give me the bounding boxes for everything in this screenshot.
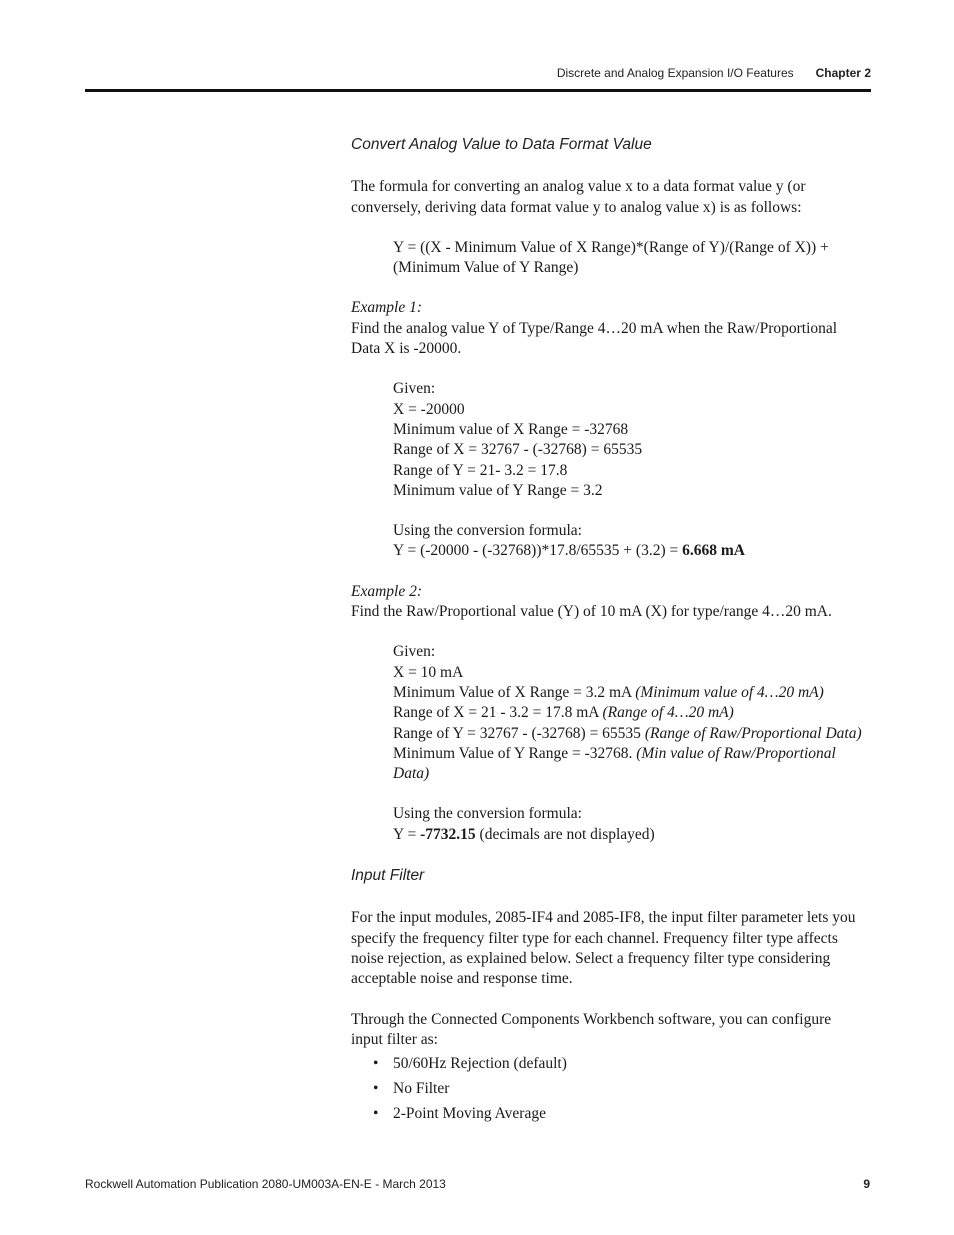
convert-intro: The formula for converting an analog value x to a data format value y (or conversely, deriving data format value y to analog value x) is as follows:: [351, 178, 806, 216]
example2-x: X = 10 mA: [393, 663, 464, 681]
example1-given-block: [351, 379, 866, 561]
section-heading-convert: Convert Analog Value to Data Format Value: [351, 136, 652, 153]
example2-result-suffix: (decimals are not displayed): [475, 825, 655, 843]
example1-using: Using the conversion formula:: [393, 522, 582, 540]
example2-range-x: [393, 703, 866, 723]
example2-description: Find the Raw/Proportional value (Y) of 10 mA (X) for type/range 4…20 mA.: [351, 603, 832, 621]
example2-range-x-note: (Range of 4…20 mA): [602, 704, 734, 722]
list-item: [373, 1079, 866, 1104]
example2-min-y: [393, 744, 866, 785]
example2-given-block: [351, 642, 866, 845]
list-item: [373, 1054, 866, 1079]
bullet-icon: •: [373, 1105, 379, 1123]
example2-result: [393, 825, 866, 845]
example2-result-prefix: Y =: [393, 825, 421, 843]
list-item-text: 2-Point Moving Average: [393, 1105, 546, 1123]
example1-line: Range of Y = 21- 3.2 = 17.8: [393, 461, 568, 479]
example2-min-y-text: Minimum Value of Y Range = -32768.: [393, 744, 637, 762]
example2-given: Given:: [393, 643, 436, 661]
example2-min-x-text: Minimum Value of X Range = 3.2 mA: [393, 683, 636, 701]
example2-min-x-note: (Minimum value of 4…20 mA): [635, 683, 824, 701]
example2-min-y-note: (Min value of Raw/Proportional Data): [393, 744, 836, 783]
example1-line: Range of X = 32767 - (-32768) = 65535: [393, 441, 643, 459]
example2-using: Using the conversion formula:: [393, 805, 582, 823]
header-chapter: Chapter 2: [815, 66, 871, 80]
running-header: [557, 66, 871, 80]
list-item: [373, 1104, 866, 1129]
example1-result: [393, 541, 866, 561]
section-heading-input-filter: Input Filter: [351, 867, 425, 885]
list-item-text: 50/60Hz Rejection (default): [393, 1055, 567, 1073]
input-filter-options: [351, 1054, 866, 1129]
example2-label: Example 2:: [351, 582, 423, 600]
bullet-icon: •: [373, 1080, 379, 1098]
footer-publication: Rockwell Automation Publication 2080-UM003A-EN-E - March 2013: [85, 1177, 446, 1191]
example1-result-expression: Y = (-20000 - (-32768))*17.8/65535 + (3.2) =: [393, 542, 683, 560]
list-item-text: No Filter: [393, 1080, 450, 1098]
example1-line: Minimum value of X Range = -32768: [393, 420, 629, 438]
example2-range-x-text: Range of X = 21 - 3.2 = 17.8 mA: [393, 704, 603, 722]
example1-description: Find the analog value Y of Type/Range 4…20 mA when the Raw/Proportional Data X is -20000.: [351, 319, 838, 358]
input-filter-paragraph: For the input modules, 2085-IF4 and 2085-IF8, the input filter parameter lets you specify the frequency filter type for each channel. Frequency filter type affects noise rejection, as explained below. Select a frequency filter type considering acceptable noise and response time.: [351, 909, 856, 988]
example1-label: Example 1:: [351, 299, 423, 317]
example2-result-value: -7732.15: [420, 825, 476, 843]
example1-given: Given:: [393, 380, 436, 398]
example1-line: X = -20000: [393, 400, 465, 418]
bullet-icon: •: [373, 1055, 379, 1073]
header-section-title: Discrete and Analog Expansion I/O Features: [556, 66, 794, 80]
header-rule: [85, 89, 871, 92]
example2-min-x: [393, 683, 866, 703]
input-filter-paragraph: Through the Connected Components Workbench software, you can configure input filter as:: [351, 1010, 832, 1048]
example2-range-y-text: Range of Y = 32767 - (-32768) = 65535: [393, 724, 645, 742]
example1-result-value: 6.668 mA: [682, 542, 745, 560]
example1-line: Minimum value of Y Range = 3.2: [393, 481, 603, 499]
example2-range-y-note: (Range of Raw/Proportional Data): [644, 724, 862, 742]
page-number: 9: [863, 1177, 870, 1191]
conversion-formula: Y = ((X - Minimum Value of X Range)*(Range of Y)/(Range of X)) + (Minimum Value of Y Range): [393, 238, 829, 277]
example2-range-y: [393, 724, 866, 744]
page-content: [351, 135, 866, 1129]
